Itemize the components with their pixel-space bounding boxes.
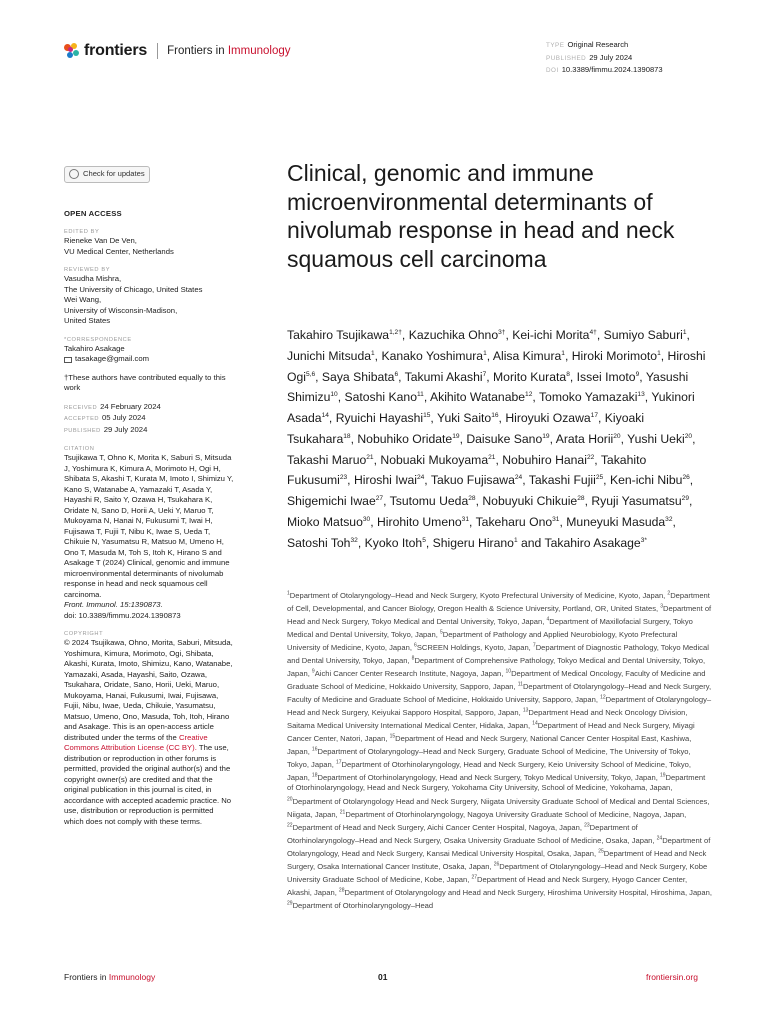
logo-dot — [67, 52, 73, 58]
affiliation-text: Department of Otorhinolaryngology, Head and Neck Surgery, Tokyo Medical University, Tokyo, Japan, — [317, 772, 660, 782]
footer-journal — [64, 972, 155, 982]
meta-doi-label: DOI — [546, 67, 559, 74]
author-text: Yuki Saito — [436, 411, 492, 426]
author-name[interactable] — [287, 494, 383, 508]
author-name[interactable] — [502, 453, 594, 467]
affiliation-text: Department of Maxillofacial Surgery, Tokyo Medical and Dental University, Tokyo, Japan, — [287, 616, 693, 639]
affiliation-marker: 12 — [600, 694, 606, 701]
footer-journal-prefix: Frontiers in — [64, 972, 107, 982]
affiliation-marker: 28 — [338, 887, 345, 894]
copyright — [64, 638, 234, 827]
author-list: Takahiro Tsujikawa$^{1,2\dagger}$, Kazuchika Ohno$^{3\dagger}$, Kei-ichi Morita$^{4\dagger}$, Sumiyo Saburi$^1$, Junichi Mitsuda$^1$, Kanako Yoshimura$^1$, Alisa Kimura$^1$, Hiroki Morimoto$^1$, Hiroshi Ogi$^{5,6}$, Saya Shibata$^6$, Takumi Akashi$^7$, Morito Kurata$^8$, Issei Imoto$^9$, Yasushi Shimizu$^{10}$, Satoshi Kano$^{11}$, Akihito Watanabe$^{12}$, Tomoko Yamazaki$^{13}$, Yukinori Asada$^{14}$, Ryuichi Hayashi$^{15}$, Yuki Saito$^{16}$, Hiroyuki Ozawa$^{17}$, Kiyoaki Tsukahara$^{18}$, Nobuhiko Oridate$^{19}$, Daisuke Sano$^{19}$, Arata Horii$^{20}$, Yushi Ueki$^{20}$, Takashi Maruo$^{21}$, Nobuaki Mukoyama$^{21}$, Nobuhiro Hanai$^{22}$, Takahito Fukusumi$^{23}$, Hiroshi Iwai$^{24}$, Takuo Fujisawa$^{24}$, Takashi Fujii$^{25}$, Ken-ichi Nibu$^{26}$, Shigemichi Iwae$^{27}$, Tsutomu Ueda$^{28}$, Nobuyuki Chikuie$^{28}$, Ryuji Yasumatsu$^{29}$, Mioko Matsuo$^{30}$, Hirohito Umeno$^{31}$, Takeharu Ono$^{31}$, Muneyuki Masuda$^{32}$, Satoshi Toh$^{32}$, Kyoko Itoh$^5$, Shigeru Hirano$^1$ and Takahiro Asakage$^{3*}$ — [287, 328, 706, 550]
author-affiliation-marker: 1 — [682, 329, 687, 336]
affiliation-marker: 26 — [493, 861, 500, 868]
page-number: 01 — [378, 972, 388, 982]
affiliation-text: Department of Otolaryngology–Head and Neck Surgery, Kobe University Graduate School of Medicine, Kobe, Japan, — [287, 861, 708, 884]
author-text: Hiroshi Iwai — [353, 473, 417, 488]
author-text: Takashi Maruo — [287, 452, 367, 467]
author-affiliation-marker: 1 — [657, 349, 661, 357]
author-text: Hiroshi Ogi — [287, 348, 706, 384]
author-name[interactable] — [610, 473, 690, 487]
author-affiliation-marker: 20 — [684, 432, 693, 440]
author-text: Kiyoaki Tsukahara — [287, 411, 645, 446]
author-text: Hiroki Morimoto — [571, 348, 658, 363]
citation-journal: Front. Immunol. 15:1390873. — [64, 600, 163, 610]
affiliation-item — [414, 643, 533, 652]
affiliation-text: Department of Diagnostic Pathology, Tokyo Medical and Dental University, Tokyo, Japan, — [287, 642, 709, 665]
author-affiliation-marker: 19 — [542, 432, 550, 440]
author-name[interactable] — [482, 494, 584, 508]
author-affiliation-marker: 3† — [498, 329, 506, 336]
affiliation-marker: 20 — [287, 795, 293, 802]
author-affiliation-marker: 9 — [635, 370, 640, 378]
author-text: Kyoko Itoh — [364, 535, 423, 550]
meta-published — [546, 52, 663, 65]
author-name[interactable] — [591, 494, 689, 508]
author-name[interactable] — [409, 328, 506, 342]
affiliation-marker: 10 — [505, 668, 512, 675]
author-affiliation-marker: 12 — [525, 391, 533, 399]
affiliation-item — [287, 901, 433, 910]
author-text: Takashi Fujii — [528, 473, 596, 488]
edited-by-label: EDITED BY — [64, 229, 100, 236]
citation-text: Tsujikawa T, Ohno K, Morita K, Saburi S, Mitsuda J, Yoshimura K, Kimura A, Morimoto H, Ogi H, Shibata S, Akashi T, Kurata M, Imoto I, Shimizu Y, Kano S, Watanabe A, Yamazaki T, Asada Y, Hayashi R, Saito Y, Ozawa H, Tsukahara K, Oridate N, Sano D, Horii A, Ueki Y, Maruo T, Mukoyama N, Hanai N, Fukusumi T, Iwai H, Fujisawa T, Fujii T, Nibu K, Iwae S, Ueda T, Chikuie N, Yasumatsu R, Matsuo M, Umeno H, Ono T, Masuda M, Toh S, Itoh K, Hirano S and Asakage T (2024) Clinical, genomic and immune microenvironmental determinants of nivolumab response in head and neck squamous cell carcinoma. — [64, 453, 234, 599]
author-affiliation-marker: 31 — [461, 515, 470, 523]
affiliation-marker: 29 — [287, 900, 293, 907]
author-text: Yukinori Asada — [287, 390, 695, 426]
affiliation-marker: 27 — [471, 874, 478, 881]
author-name[interactable] — [577, 370, 640, 384]
affiliation-text: Department of Head and Neck Surgery, Hyogo Cancer Center, Akashi, Japan, — [287, 874, 688, 897]
author-affiliation-marker: 30 — [362, 515, 371, 523]
author-name[interactable] — [344, 390, 423, 404]
accepted-label: ACCEPTED — [64, 416, 99, 423]
author-affiliation-marker: 22 — [586, 453, 595, 461]
author-name[interactable] — [627, 432, 692, 446]
meta-published-label: PUBLISHED — [546, 54, 587, 62]
author-text: Satoshi Kano — [344, 390, 417, 405]
author-affiliation-marker: 1 — [561, 349, 565, 357]
received-label: RECEIVED — [64, 404, 98, 411]
editor-affiliation: VU Medical Center, Netherlands — [64, 246, 174, 256]
author-name[interactable] — [572, 349, 661, 363]
affiliation-text: Department of Otorhinolaryngology–Head — [292, 900, 434, 910]
affiliation-text: Aichi Cancer Center Research Institute, Nagoya, Japan, — [314, 668, 506, 678]
affiliation-text: Department of Otolaryngology– Head and Neck Surgery, Keiyukai Sapporo Hospital, Sapporo, Japan, — [287, 694, 712, 717]
author-text: Saya Shibata — [321, 369, 395, 384]
author-affiliation-marker: 32 — [350, 536, 358, 544]
edited-by — [64, 236, 234, 257]
author-name[interactable] — [431, 473, 522, 487]
affiliation-marker: 23 — [584, 822, 590, 829]
author-affiliation-marker: 19 — [452, 432, 460, 440]
author-name[interactable] — [287, 515, 370, 529]
published-value: 29 July 2024 — [103, 424, 148, 434]
affiliation-item — [312, 669, 506, 678]
affiliation-marker: 11 — [517, 681, 523, 688]
author-affiliation-marker: 4† — [589, 329, 597, 336]
author-name[interactable] — [505, 411, 598, 425]
logo-dot — [68, 47, 73, 52]
author-text: Tsutomu Ueda — [389, 494, 469, 509]
author-text: Nobuyuki Chikuie — [482, 494, 578, 509]
author-affiliation-marker: 14 — [321, 412, 329, 420]
author-name[interactable] — [493, 370, 570, 384]
author-name[interactable] — [566, 515, 672, 529]
author-affiliation-marker: 10 — [330, 391, 338, 399]
author-affiliation-marker: 28 — [577, 495, 585, 503]
affiliation-marker: 16 — [311, 746, 318, 753]
affiliation-marker: 25 — [598, 848, 604, 855]
author-text: Akihito Watanabe — [429, 390, 526, 405]
author-name[interactable] — [357, 432, 459, 446]
author-name[interactable] — [377, 515, 469, 529]
author-name[interactable] — [365, 536, 426, 550]
author-affiliation-marker: 8 — [566, 370, 570, 378]
affiliation-item — [287, 591, 667, 600]
author-name[interactable] — [287, 349, 375, 363]
author-text: Morito Kurata — [493, 369, 567, 384]
author-affiliation-marker: 27 — [375, 495, 384, 503]
affiliation-marker: 22 — [287, 822, 293, 829]
meta-type — [546, 39, 663, 52]
author-affiliation-marker: 6 — [394, 370, 399, 378]
author-affiliation-marker: 23 — [339, 474, 348, 482]
meta-doi[interactable] — [546, 64, 663, 77]
affiliation-text: SCREEN Holdings, Kyoto, Japan, — [416, 642, 533, 652]
author-text: Nobuhiko Oridate — [357, 431, 453, 446]
affiliation-marker: 18 — [311, 772, 318, 779]
author-text: Ken-ichi Nibu — [609, 473, 683, 488]
brand-header — [64, 42, 290, 60]
author-text: Muneyuki Masuda — [566, 514, 666, 529]
author-affiliation-marker: 7 — [482, 370, 487, 378]
affiliation-text: Department of Pathology and Applied Neurobiology, Kyoto Prefectural University of Medicine, Kyoto, Japan, — [287, 629, 678, 652]
meta-type-value: Original Research — [567, 40, 629, 49]
author-text: Tomoko Yamazaki — [538, 390, 638, 405]
author-name[interactable] — [287, 328, 402, 342]
article-dates — [64, 402, 234, 437]
author-affiliation-marker: 17 — [590, 412, 598, 420]
published-label: PUBLISHED — [64, 427, 101, 434]
author-affiliation-marker: 24 — [514, 474, 523, 482]
affiliation-item — [339, 888, 712, 897]
affiliation-text: Department of Otolaryngology–Head and Neck Surgery, Faculty of Medicine and Graduate School of Medicine, Hokkaido University, Sapporo, Japan, — [287, 681, 712, 704]
author-text: Takahiro Tsujikawa — [287, 328, 390, 343]
author-text: Yushi Ueki — [627, 431, 685, 446]
email-icon — [64, 357, 72, 363]
affiliation-item — [287, 823, 584, 832]
author-text: Takeharu Ono — [475, 514, 553, 529]
author-name[interactable] — [493, 349, 565, 363]
affiliation-marker: 5 — [439, 629, 443, 636]
author-text: Kanako Yoshimura — [381, 348, 484, 363]
published-date — [64, 425, 234, 437]
author-affiliation-marker: 18 — [343, 432, 351, 440]
affiliation-text: Department of Cell, Developmental, and Cancer Biology, Oregon Health & Science University, Portland, OR, United States, — [287, 590, 710, 613]
author-affiliation-marker: 24 — [416, 474, 425, 482]
reviewer-line: The University of Chicago, United States — [64, 284, 203, 294]
correspondence-email[interactable] — [64, 354, 234, 365]
author-text: Ryuichi Hayashi — [335, 411, 424, 426]
journal-prefix: Frontiers in — [167, 45, 225, 57]
footer-journal-name: Immunology — [108, 972, 156, 982]
affiliation-marker: 19 — [659, 772, 666, 779]
author-text: Satoshi Toh — [287, 535, 351, 550]
affiliation-text: Department of Head and Neck Surgery, Tokyo Medical and Dental University, Tokyo, Japan, — [287, 603, 712, 626]
author-name[interactable] — [336, 411, 431, 425]
author-name[interactable] — [604, 328, 687, 342]
frontiers-logo-icon — [64, 43, 80, 59]
copyright-text-2: The use, distribution or reproduction in other forums is permitted, provided the original author(s) and the copyright owner(s) are credited and that the original publication in this journal is cited, in accordance with accepted academic practice. No use, distribution or reproduction is permitted which does not comply with these terms. — [64, 743, 232, 826]
affiliation-marker: 7 — [532, 642, 536, 649]
affiliation-marker: 14 — [532, 720, 538, 727]
author-name[interactable] — [380, 453, 495, 467]
affiliation-marker: 6 — [414, 642, 417, 649]
author-name[interactable] — [539, 390, 645, 404]
author-affiliation-marker: 32 — [665, 515, 673, 523]
author-name[interactable] — [405, 370, 487, 384]
affiliation-marker: 3 — [660, 603, 664, 610]
received-value: 24 February 2024 — [100, 401, 161, 411]
author-affiliation-marker: 21 — [366, 453, 374, 461]
author-text: Shigemichi Iwae — [287, 494, 376, 509]
author-name[interactable] — [433, 536, 518, 550]
author-text: Kazuchika Ohno — [408, 328, 499, 343]
open-access-label: OPEN ACCESS — [64, 208, 122, 218]
author-name[interactable] — [466, 432, 549, 446]
author-name[interactable] — [287, 453, 374, 467]
affiliation-marker: 2 — [667, 590, 671, 596]
affiliation-marker: 9 — [311, 668, 315, 675]
affiliation-marker: 4 — [546, 616, 550, 623]
author-text: Takumi Akashi — [404, 369, 483, 384]
author-text: Nobuaki Mukoyama — [380, 452, 489, 467]
reviewer-line: United States — [64, 316, 111, 326]
author-affiliation-marker: 5,6 — [305, 370, 316, 378]
author-text: Issei Imoto — [576, 369, 636, 384]
affiliation-text: Department of Otolaryngology–Head and Neck Surgery, Graduate School of Medicine, The University of Tokyo, Tokyo, Japan, — [287, 746, 691, 769]
affiliation-text: Department of Otolaryngology–Head and Neck Surgery, Kyoto Prefectural University of Medicine, Kyoto, Japan, — [289, 590, 668, 600]
affiliation-marker: 15 — [389, 733, 396, 740]
author-affiliation-marker: 1 — [371, 349, 375, 357]
affiliation-marker: 1 — [287, 590, 290, 596]
equal-contribution-note: †These authors have contributed equally to this work — [64, 372, 226, 393]
author-affiliation-marker: 20 — [613, 432, 621, 440]
author-name[interactable] — [322, 370, 398, 384]
received-date — [64, 402, 234, 414]
meta-doi-value[interactable]: 10.3389/fimmu.2024.1390873 — [561, 65, 663, 74]
affiliation-text: Department of Otorhinolaryngology, Head and Neck Surgery, Yokohama City University, School of Medicine, Yokohama, Japan, — [287, 772, 706, 793]
author-text: Arata Horii — [555, 431, 614, 446]
affiliation-text: Department of Otorhinolaryngology–Head and Neck Surgery, Osaka University Graduate School of Medicine, Osaka, Japan, — [287, 822, 657, 845]
sidebar — [64, 166, 234, 827]
affiliation-item — [312, 773, 660, 782]
affiliation-text: Department of Otolaryngology and Head and Neck Surgery, Hiroshima University Hospital, Hiroshima, Japan, — [344, 887, 712, 897]
affiliation-text: Department of Medical Oncology, Faculty of Medicine and Graduate School of Medicine, Hokkaido University, Sapporo, Japan, — [287, 668, 706, 691]
author-name[interactable] — [381, 349, 486, 363]
correspondence-label: *CORRESPONDENCE — [64, 336, 132, 343]
author-affiliation-marker: 21 — [488, 453, 496, 461]
author-text: Nobuhiro Hanai — [502, 452, 587, 467]
author-text: Kei-ichi Morita — [512, 328, 590, 343]
affiliation-marker: 13 — [522, 707, 529, 714]
affiliation-text: Department of Head and Neck Surgery, Aichi Cancer Center Hospital, Nagoya, Japan, — [292, 822, 585, 832]
author-name[interactable] — [287, 536, 358, 550]
email-link[interactable]: tasakage@gmail.com — [75, 354, 150, 364]
reviewer-line: University of Wisconsin-Madison, — [64, 305, 178, 315]
affiliation-marker: 24 — [656, 835, 663, 842]
refresh-icon — [69, 169, 79, 179]
brand-separator — [157, 43, 158, 59]
author-text: Sumiyo Saburi — [603, 328, 683, 343]
affiliation-list — [287, 588, 712, 911]
author-text: Alisa Kimura — [492, 348, 562, 363]
author-affiliation-marker: 13 — [637, 391, 645, 399]
author-text: Hiroyuki Ozawa — [505, 411, 591, 426]
affiliation-text: Department of Otorhinolaryngology, Head and Neck Surgery, Keio University School of Medicine, Tokyo, Japan, — [287, 759, 692, 782]
author-affiliation-marker: 1 — [513, 536, 518, 544]
check-for-updates-button[interactable] — [64, 166, 150, 183]
author-name[interactable] — [545, 536, 647, 550]
reviewer-line: Vasudha Mishra, — [64, 274, 122, 284]
author-name[interactable] — [476, 515, 560, 529]
logo-dot — [73, 50, 79, 56]
author-text: Junichi Mitsuda — [287, 348, 371, 363]
author-affiliation-marker: 31 — [552, 515, 560, 523]
author-name[interactable] — [430, 390, 532, 404]
check-updates-label: Check for updates — [83, 169, 145, 178]
affiliation-text: Department Head and Neck Oncology Division, Saitama Medical University International Medical Center, Hidaka, Japan, — [287, 707, 688, 730]
author-affiliation-marker: 29 — [681, 495, 690, 503]
copyright-label: COPYRIGHT — [64, 631, 104, 638]
author-affiliation-marker: 3* — [640, 536, 647, 544]
correspondence-name: Takahiro Asakage — [64, 343, 125, 353]
author-text: Mioko Matsuo — [287, 514, 363, 529]
accepted-date — [64, 413, 234, 425]
article-title: Clinical, genomic and immune microenvironmental determinants of nivolumab response in head and neck squamous cell carcinoma — [287, 160, 675, 272]
license-link[interactable]: Creative Commons Attribution License (CC BY). — [64, 732, 208, 753]
affiliation-marker: 17 — [335, 759, 342, 766]
author-affiliation-marker: 1,2† — [389, 329, 402, 336]
affiliation-text: Department of Head and Neck Surgery, Miyagi Cancer Center, Natori, Japan, — [287, 720, 695, 743]
author-affiliation-marker: 28 — [468, 495, 476, 503]
copyright-text: © 2024 Tsujikawa, Ohno, Morita, Saburi, Mitsuda, Yoshimura, Kimura, Morimoto, Ogi, Shibata, Akashi, Kurata, Imoto, Shimizu, Kano, Watanabe, Yamazaki, Asada, Hayashi, Saito, Ozawa, Tsukahara, Oridate, Sano, Horii, Ueki, Maruo, Mukoyama, Hanai, Fukusumi, Iwai, Fujisawa, Fujii, Nibu, Iwae, Ueda, Chikuie, Yasumatsu, Matsuo, Umeno, Ono, Masuda, Toh, Itoh, Hirano and Asakage. This is an open-access article distributed under the terms of the — [64, 638, 233, 742]
author-text: Takahiro Asakage — [544, 535, 641, 550]
article-meta — [546, 39, 663, 77]
author-affiliation-marker: 5 — [422, 536, 426, 544]
author-name[interactable] — [556, 432, 621, 446]
author-name[interactable] — [512, 328, 597, 342]
affiliation-item — [340, 810, 686, 819]
author-affiliation-marker: 26 — [682, 474, 690, 482]
citation-doi[interactable]: doi: 10.3389/fimmu.2024.1390873 — [64, 610, 181, 620]
reviewer-line: Wei Wang, — [64, 295, 102, 305]
author-affiliation-marker: 16 — [491, 412, 499, 420]
editor-name: Rieneke Van De Ven, — [64, 236, 137, 246]
author-text: Daisuke Sano — [466, 431, 543, 446]
journal-name[interactable] — [167, 45, 290, 57]
author-name[interactable] — [529, 473, 603, 487]
author-affiliation-marker: 1 — [483, 349, 487, 357]
affiliation-text: Department of Otolaryngology Head and Neck Surgery, Niigata University Graduate School of Medical and Dental Sciences, Niigata, Japan, — [287, 796, 710, 819]
journal-highlight: Immunology — [227, 45, 291, 57]
affiliation-text: Department of Otolaryngology, Head and Neck Surgery, Kansai Medical University Hospital, Osaka, Japan, — [287, 835, 711, 858]
author-text: Takuo Fujisawa — [430, 473, 515, 488]
author-text: Takahito Fukusumi — [287, 452, 647, 488]
affiliation-text: Department of Comprehensive Pathology, Tokyo Medical and Dental University, Tokyo, Japan, — [287, 655, 706, 678]
author-affiliation-marker: 11 — [417, 391, 424, 399]
reviewed-by — [64, 274, 234, 327]
meta-type-label: TYPE — [546, 42, 565, 49]
affiliation-text: Department of Head and Neck Surgery, National Cancer Center Hospital East, Kashiwa, Japan, — [287, 733, 692, 756]
author-name[interactable] — [437, 411, 499, 425]
meta-published-value: 29 July 2024 — [589, 52, 633, 62]
author-affiliation-marker: 15 — [423, 412, 431, 420]
author-name[interactable] — [354, 473, 424, 487]
author-name[interactable] — [390, 494, 476, 508]
footer-site-link[interactable]: frontiersin.org — [646, 972, 698, 982]
citation — [64, 453, 234, 621]
author-text: Yasushi Shimizu — [287, 369, 689, 405]
affiliation-text: Department of Head and Neck Surgery, Osaka International Cancer Institute, Osaka, Japan, — [287, 848, 707, 871]
affiliation-marker: 21 — [339, 809, 346, 815]
reviewed-by-label: REVIEWED BY — [64, 267, 111, 274]
author-text: Hirohito Umeno — [377, 514, 462, 529]
affiliation-marker: 8 — [411, 655, 415, 662]
citation-label: CITATION — [64, 446, 95, 453]
brand-name[interactable]: frontiers — [84, 42, 148, 59]
accepted-value: 05 July 2024 — [101, 413, 146, 423]
author-affiliation-marker: 25 — [595, 474, 604, 482]
author-text: Shigeru Hirano — [432, 535, 514, 550]
affiliation-text: Department of Otorhinolaryngology, Nagoya University Graduate School of Medicine, Nagoya, Japan, — [345, 809, 687, 819]
author-text: Ryuji Yasumatsu — [591, 494, 682, 509]
